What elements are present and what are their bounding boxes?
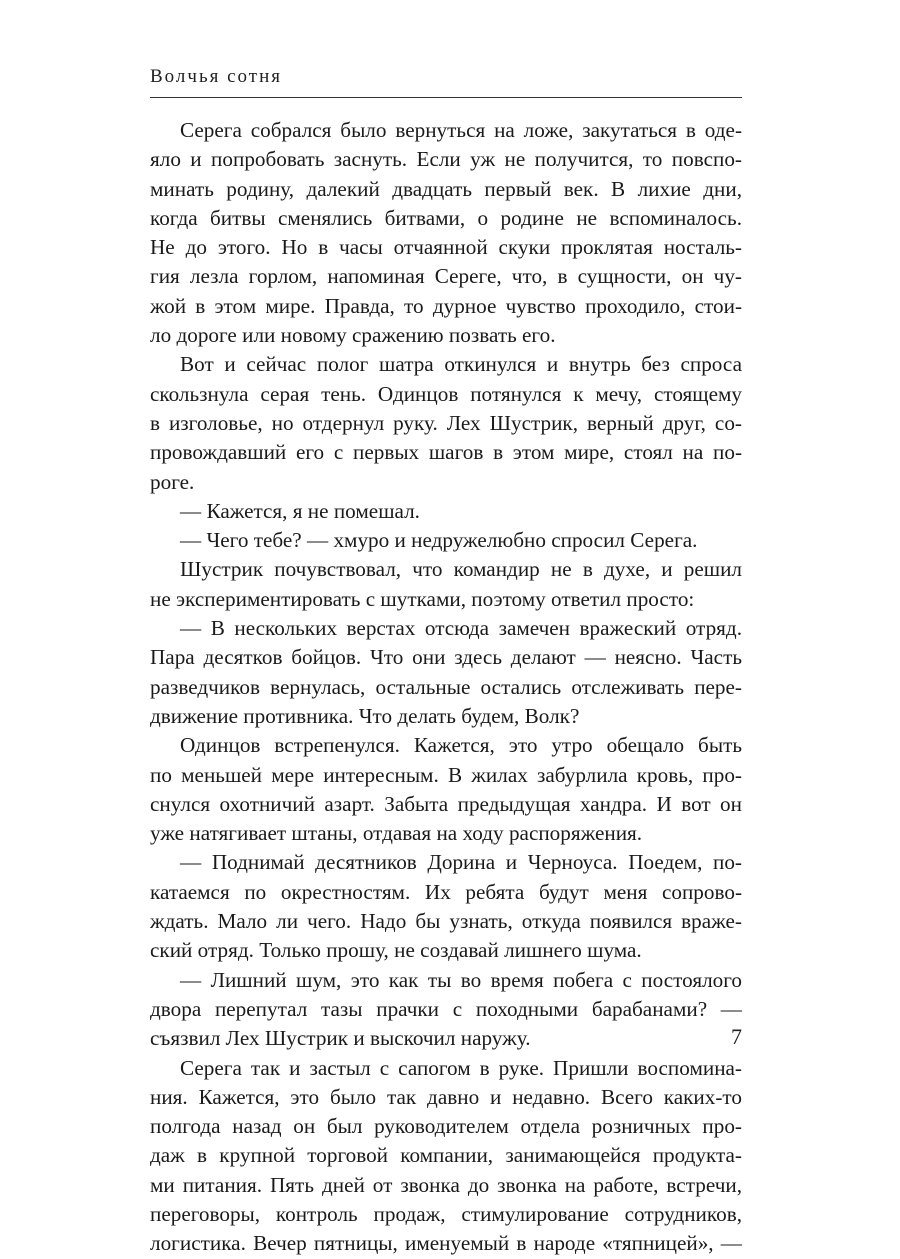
text-line: логистика. Вечер пятницы, именуемый в народе «тяпницей», —: [150, 1231, 742, 1256]
text-line: Серега собрался было вернуться на ложе, закутаться в оде-: [180, 118, 742, 142]
text-line: Шустрик почувствовал, что командир не в духе, и решил: [180, 557, 742, 582]
running-head: Волчья сотня: [150, 66, 283, 87]
text-line: ский отряд. Только прошу, не создавай лишнего шума.: [150, 938, 642, 963]
text-line: двора перепутал тазы прачки с походными барабанами? —: [150, 996, 742, 1021]
text-line: скользнула серая тень. Одинцов потянулся к мечу, стоящему: [150, 381, 742, 406]
text-line: ния. Кажется, это было так давно и недавно. Всего каких-то: [150, 1084, 742, 1109]
text-line: движение противника. Что делать будем, Волк?: [150, 703, 580, 728]
text-line: Пара десятков бойцов. Что они здесь делают — неясно. Часть: [150, 645, 742, 670]
text-line: Не до этого. Но в часы отчаянной скуки проклятая носталь-: [150, 235, 742, 260]
text-line: ждать. Мало ли чего. Надо бы узнать, откуда появился враже-: [150, 909, 742, 934]
text-line: Вот и сейчас полог шатра откинулся и внутрь без спроса: [180, 352, 742, 377]
text-line: в изголовье, но отдернул руку. Лех Шустрик, верный друг, со-: [150, 410, 742, 435]
text-line: — В нескольких верстах отсюда замечен вражеский отряд.: [180, 616, 742, 641]
text-line: — Кажется, я не помешал.: [180, 498, 420, 523]
header-rule: [150, 97, 742, 98]
text-line: Серега так и застыл с сапогом в руке. Пришли воспомина-: [180, 1055, 742, 1080]
page-number: 7: [731, 1024, 742, 1049]
text-line: Одинцов встрепенулся. Кажется, это утро обещало быть: [180, 733, 742, 758]
text-line: разведчиков вернулась, остальные остались отслеживать пере-: [150, 674, 742, 699]
text-line: когда битвы сменялись битвами, о родине не вспоминалось.: [150, 205, 742, 230]
text-line: провождавший его с первых шагов в этом мире, стоял на по-: [150, 440, 742, 465]
text-line: даж в крупной торговой компании, занимающейся продукта-: [150, 1143, 742, 1168]
text-line: — Лишний шум, это как ты во время побега с постоялого: [180, 967, 742, 992]
text-line: катаемся по окрестностям. Их ребята будут меня сопрово-: [150, 879, 742, 904]
text-line: — Поднимай десятников Дорина и Черноуса. Поедем, по-: [180, 850, 742, 875]
text-line: ло дороге или новому сражению позвать его.: [150, 323, 556, 348]
text-line: по меньшей мере интересным. В жилах забурлила кровь, про-: [150, 762, 742, 787]
text-line: жой в этом мире. Правда, то дурное чувство проходило, стои-: [150, 293, 742, 318]
text-line: снулся охотничий азарт. Забыта предыдущая хандра. И вот он: [150, 791, 742, 816]
text-line: роге.: [150, 469, 195, 494]
text-line: ми питания. Пять дней от звонка до звонка на работе, встречи,: [150, 1172, 742, 1197]
text-line: не экспериментировать с шутками, поэтому ответил просто:: [150, 586, 695, 611]
text-line: — Чего тебе? — хмуро и недружелюбно спросил Серега.: [180, 528, 698, 553]
text-line: гия лезла горлом, напоминая Сереге, что, в сущности, он чу-: [150, 264, 742, 289]
text-line: минать родину, далекий двадцать первый век. В лихие дни,: [150, 176, 742, 201]
text-line: уже натягивает штаны, отдавая на ходу распоряжения.: [150, 821, 643, 846]
text-line: съязвил Лех Шустрик и выскочил наружу.: [150, 1026, 531, 1051]
text-line: переговоры, контроль продаж, стимулирование сотрудников,: [150, 1201, 742, 1226]
body-text: [150, 116, 742, 1259]
text-line: полгода назад он был руководителем отдела розничных про-: [150, 1114, 742, 1139]
text-line: яло и попробовать заснуть. Если уж не получится, то повспо-: [150, 147, 742, 172]
